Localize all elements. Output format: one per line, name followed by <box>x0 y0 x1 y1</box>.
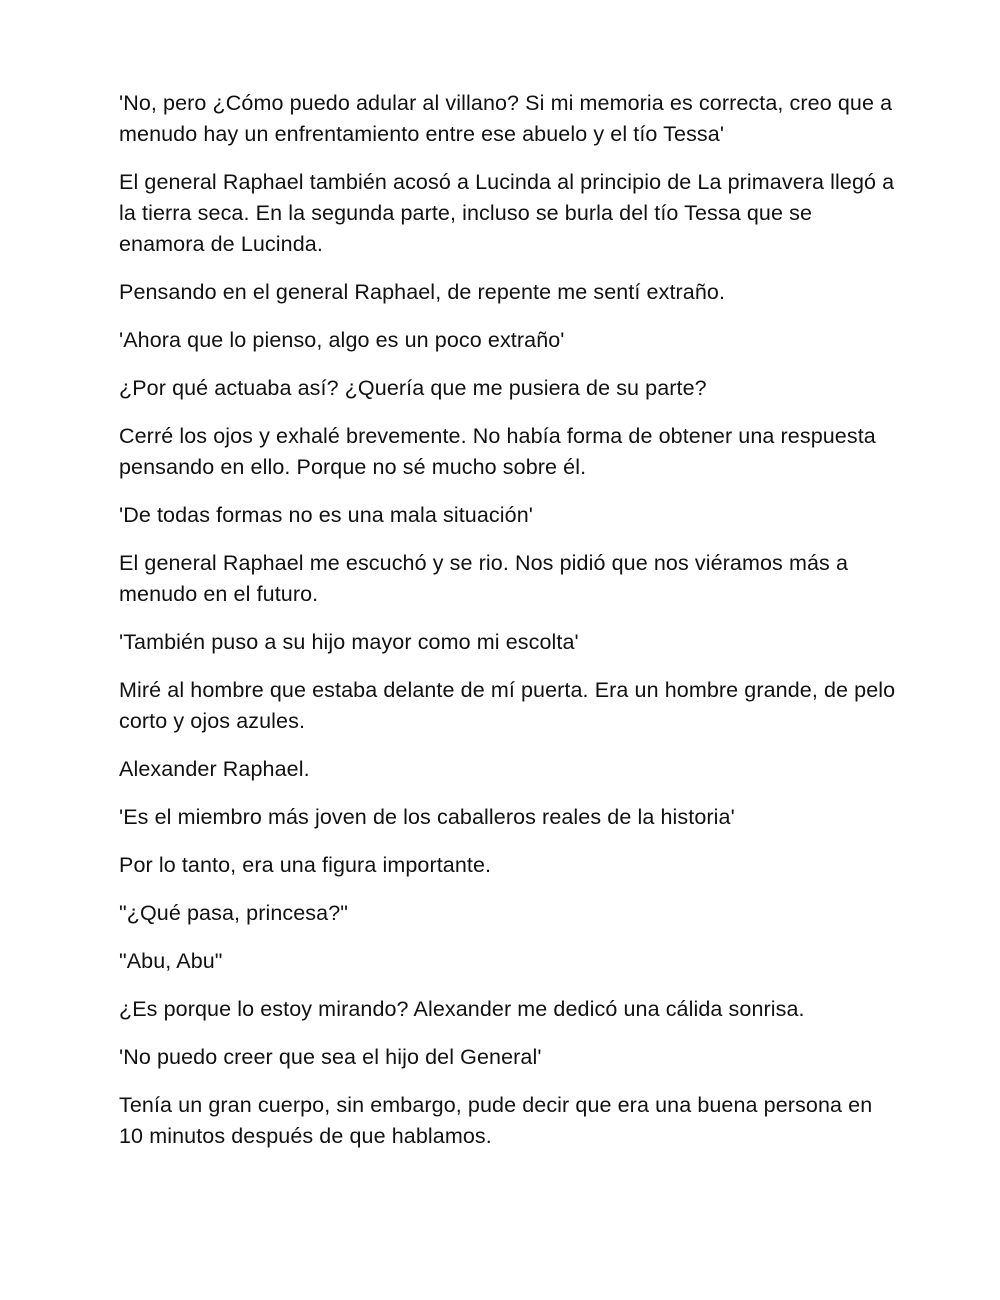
paragraph-8: El general Raphael me escuchó y se rio. Nos pidió que nos viéramos más a menudo en el futuro. <box>119 551 849 606</box>
paragraph-9: 'También puso a su hijo mayor como mi escolta' <box>119 630 579 654</box>
paragraph-16: ¿Es porque lo estoy mirando? Alexander me dedicó una cálida sonrisa. <box>119 997 805 1021</box>
paragraph-6: Cerré los ojos y exhalé brevemente. No había forma de obtener una respuesta pensando en ello. Porque no sé mucho sobre él. <box>119 424 876 479</box>
paragraph-1: 'No, pero ¿Cómo puedo adular al villano? Si mi memoria es correcta, creo que a menudo hay un enfrentamiento entre ese abuelo y el tío Tessa' <box>119 91 893 146</box>
paragraph-4: 'Ahora que lo pienso, algo es un poco extraño' <box>119 328 565 352</box>
paragraph-17: 'No puedo creer que sea el hijo del General' <box>119 1045 542 1069</box>
paragraph-10: Miré al hombre que estaba delante de mí puerta. Era un hombre grande, de pelo corto y ojos azules. <box>119 678 896 733</box>
paragraph-12: 'Es el miembro más joven de los caballeros reales de la historia' <box>119 805 735 829</box>
paragraph-2: El general Raphael también acosó a Lucinda al principio de La primavera llegó a la tierra seca. En la segunda parte, incluso se burla del tío Tessa que se enamora de Lucinda. <box>119 170 895 256</box>
paragraph-5: ¿Por qué actuaba así? ¿Quería que me pusiera de su parte? <box>119 376 707 400</box>
paragraph-7: 'De todas formas no es una mala situación' <box>119 503 533 527</box>
paragraph-11: Alexander Raphael. <box>119 757 310 781</box>
paragraph-14: "¿Qué pasa, princesa?" <box>119 901 348 925</box>
paragraph-18: Tenía un gran cuerpo, sin embargo, pude decir que era una buena persona en 10 minutos después de que hablamos. <box>119 1093 873 1148</box>
paragraph-3: Pensando en el general Raphael, de repente me sentí extraño. <box>119 280 726 304</box>
paragraph-15: "Abu, Abu" <box>119 949 223 973</box>
paragraph-13: Por lo tanto, era una figura importante. <box>119 853 492 877</box>
